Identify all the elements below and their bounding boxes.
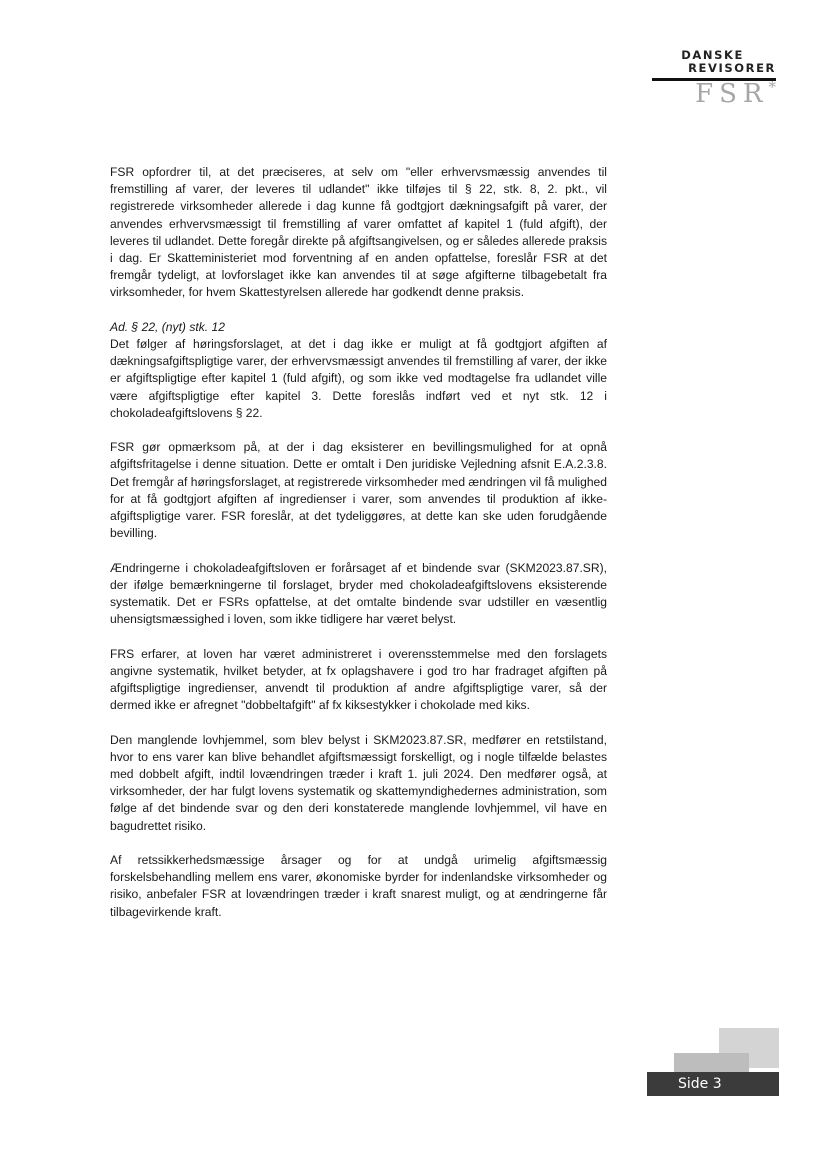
paragraph-7: Af retssikkerhedsmæssige årsager og for at undgå urimelig afgiftsmæssig forskelsbehandling mellem ens varer, økonomiske byrder for indenlandske virksomheder og risiko, anbefaler FSR at lovændringen træder i kraft snarest muligt, og at ændringerne får tilbagevirkende kraft. [110,853,607,919]
logo-mark-asterisk: * [768,78,776,96]
paragraph-4: Ændringerne i chokoladeafgiftsloven er forårsaget af et bindende svar (SKM2023.87.SR), der ifølge bemærkningerne til forslaget, bryder med chokoladeafgiftslovens eksisterende systematik. Det er FSRs opfattelse, at det omtalte bindende svar udstiller en væsentlig uhensigtsmæssighed i loven, som ikke tidligere har været belyst. [110,560,607,627]
document-body [110,164,607,938]
paragraph-2 [110,319,607,422]
page-number: Side 3 [678,1076,722,1092]
paragraph-1: FSR opfordrer til, at det præciseres, at selv om "eller erhvervsmæssig anvendes til fremstilling af varer, der leveres til udlandet" ikke tilføjes til § 22, stk. 8, 2. pkt., vil registrerede virksomheder allerede i dag kunne få godtgjort dækningsafgift på varer, der anvendes erhvervsmæssigt til fremstilling af varer omfattet af kapitel 1 (fuld afgift), der leveres til udlandet. Dette foregår direkte på afgiftsangivelsen, og er således allerede praksis i dag. Er Skatteministeriet mod forventning af en anden opfattelse, foreslår FSR at det fremgår tydeligt, at lovforslaget ikke kan anvendes til at søge afgifterne tilbagebetalt fra virksomheder, for hvem Skattestyrelsen allerede har godkendt denne praksis. [110,165,607,300]
section-heading: Ad. § 22, (nyt) stk. 12 [110,319,225,334]
logo-mark-letters: FSR [695,79,769,109]
page-number-badge [647,1028,779,1096]
paragraph-2-text: Det følger af høringsforslaget, at det i dag ikke er muligt at få godtgjort afgiften af dækningsafgiftspligtige varer, der erhvervsmæssigt anvendes til fremstilling af varer, der ikke er afgiftspligtige efter kapitel 1 (fuld afgift), og som ikke ved modtagelse fra udlandet ville være afgiftspligtige efter kapitel 3. Dette foreslås indført ved et nyt stk. 12 i chokoladeafgiftslovens § 22. [110,337,607,420]
paragraph-3: FSR gør opmærksom på, at der i dag eksisterer en bevillingsmulighed for at opnå afgiftsfritagelse i denne situation. Dette er omtalt i Den juridiske Vejledning afsnit E.A.2.3.8. Det fremgår af høringsforslaget, at registrerede virksomheder med ændringen vil få mulighed for at få godtgjort afgiften af ingredienser i varer, som anvendes til produktion af ikke-afgiftspligtige varer. FSR foreslår, at det tydeliggøres, at dette kan ske uden forudgående bevilling. [110,440,607,541]
paragraph-6: Den manglende lovhjemmel, som blev belyst i SKM2023.87.SR, medfører en retstilstand, hvor to ens varer kan blive behandlet afgiftsmæssigt forskelligt, og i nogle tilfælde belastes med dobbelt afgift, indtil lovændringen træder i kraft 1. juli 2024. Den medfører også, at virksomheder, der har fulgt lovens systematik og skattemyndighedernes administration, som følge af det bindende svar og den deri konstaterede manglende lovhjemmel, vil have en bagudrettet risiko. [110,732,607,833]
logo-mark-fsr [695,80,776,107]
logo-text-revisorer: REVISORER [688,61,776,75]
paragraph-5: FRS erfarer, at loven har været administreret i overensstemmelse med den forslagets angivne systematik, hvilket betyder, at fx oplagshavere i god tro har fradraget afgiften på afgiftspligtige ingredienser, anvendt til produktion af andre afgiftspligtige varer, så der dermed ikke er afregnet "dobbeltafgift" af fx kiksestykker i chokolade med kiks. [110,646,607,713]
logo-text-danske: DANSKE [681,48,744,62]
